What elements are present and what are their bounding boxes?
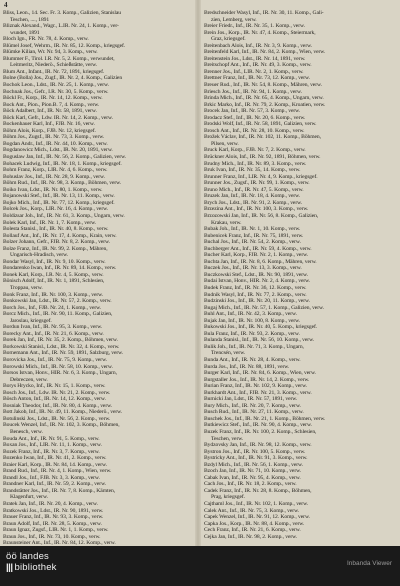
register-entry: Brosch Ant., Inf., IR. Nr. 28, 10. Komp., verw. <box>204 127 305 134</box>
register-entry: Brudny Mich., Inf., IR. Nr. 89, 3. Komp., verw. <box>204 160 307 167</box>
register-entry: Brožek Václav, Inf., IR. Nr. 102, 11. Komp., Böhmen, <box>204 134 321 141</box>
register-entry: Bouda Ant., Inf., IR. Nr. 91, 5. Komp., verw. <box>3 435 100 442</box>
register-entry: Cabak Ivan, Inf., IR. Nr. 95, 4. Komp., verw. <box>204 474 301 481</box>
viewer-label[interactable]: Inbanda Viewer <box>346 560 392 567</box>
register-entry: Brandstätter Jos., Inf., IR. Nr. 7, 8. Komp., Kärnten, <box>3 487 116 494</box>
logo-text-1: öö landes <box>6 551 50 562</box>
register-entry: Bruzek Jan, Inf., IR. Nr. 18, 4. Komp., verw. <box>204 193 301 200</box>
register-entry: Bott Jakob, Inf., IR. Nr. 49, 11. Komp., Niederö., verw. <box>3 409 123 416</box>
register-entry: Borys Hrycko, Inf., IR. Nr. 15, 1. Komp., verw. <box>3 383 106 390</box>
left-column <box>3 10 192 547</box>
register-entry: Burger Karl, Inf., IR. Nr. 84, 6. Komp., Wien, verw. <box>204 370 316 377</box>
register-entry: Burkhardt Ant., Inf., FJB. Nr. 21, 3. Komp., verw. <box>204 389 312 396</box>
register-entry: Bondarenko Iwan, Inf., IR. Nr. 89, 14. Komp., verw. <box>3 265 117 272</box>
register-entry: Busch Rud., Inf., IR. Nr. 27, 11. Komp., verw. <box>204 409 304 416</box>
register-entry: Bukowski Jos., Inf., IR. Nr. 40, 5. Komp., kriegsgef. <box>204 324 318 331</box>
register-entry: Bucher Karl, Korp., FJB. Nr. 2, 1. Komp., verw. <box>204 252 309 259</box>
register-entry: Bruk Ivan, Inf., IR. Nr. 35, 14. Komp., verw. <box>204 167 301 174</box>
entry-continuation: Teschen, verw. <box>211 435 244 442</box>
register-entry: Bolek Karl, Inf., IR. Nr. 1, 7. Komp., verw. <box>3 219 97 226</box>
register-entry: Brinda Mich., Inf., IR. Nr. 65, 4. Komp., Ungarn, verw. <box>204 95 324 102</box>
register-entry: Boiko Ivan, Ldst., IR. Nr. 80, 1. Komp., verw. <box>3 186 103 193</box>
entry-continuation: Trencsén, verw. <box>211 350 246 357</box>
register-entry: Cadek Franz, Inf., IR. Nr. 28, 8. Komp., Böhmen, <box>204 487 312 494</box>
register-entry: Bondar Wasyl, Inf., IR. Nr. 9, 10. Komp., verw. <box>3 258 106 265</box>
register-entry: Blum Ant., Infant., IR. Nr. 72, 1891, kriegsgef. <box>3 68 105 75</box>
register-entry: Bockenhauer Karl, Inf., FJB. Nr. 16, verw. <box>3 121 95 128</box>
register-entry: Bojko Mich., Inf., IR. Nr. 77, 12. Komp., kriegsgef. <box>3 199 115 206</box>
register-entry: Bulik Joh., Inf., IR. Nr. 71, 3. Komp., Ungarn, <box>204 343 304 350</box>
right-column <box>204 10 396 542</box>
register-entry: Bohacek Ludwig, Inf., IR. Nr. 18, 1. Komp., kriegsgef. <box>3 160 122 167</box>
register-entry: Borkowski Stanisl., Ldst., IR. Nr. 32, 4. Komp., verw. <box>3 343 120 350</box>
register-entry: Brandl Jos., Inf., FJB. Nr. 3, 3. Komp., verw. <box>3 474 100 481</box>
register-entry: Bordun Ivan, Inf., IR. Nr. 95, 3. Komp., verw. <box>3 324 103 331</box>
entry-continuation: Teschen, ...., 1891 <box>10 16 50 23</box>
register-entry: Bolzer Johann, Gefr., FJB. Nr. 8, 2. Komp., verw. <box>3 239 110 246</box>
register-entry: Buchal Jos., Inf., IR. Nr. 54, 2. Komp., verw. <box>204 239 301 246</box>
entry-continuation: Debreczen, verw. <box>10 376 48 383</box>
register-entry: Brandner Karl, Inf., IR. Nr. 59, 2. Komp., verw. <box>3 481 106 488</box>
register-entry: Bliznak Alexand., Wagr., L.IR. Nr. 24, 1. Komp., ver- <box>3 23 119 30</box>
register-entry: Cajthaml Jos., Inf., IR. Nr. 102, 1. Komp., verw. <box>204 501 309 508</box>
entry-continuation: Klagenfurt, verw. <box>10 494 48 501</box>
register-entry: Bzoch Jan, Inf., IR. Nr. 71, 10. Komp., verw. <box>204 468 302 475</box>
register-entry: Borsos Istvan, Honv., HIR. Nr. 6, 3. Komp., Ungarn, <box>3 370 117 377</box>
register-entry: Borch Jos., Inf., FJB. Nr. 24, 1. Komp., verw. <box>3 304 102 311</box>
entry-continuation: Leitmeritz, Niederö., Schießstätte, verw. <box>10 62 98 69</box>
register-entry: Blummer F., Tirol. I.R. Nr. 5, 2. Komp., verwundet, <box>3 55 115 62</box>
entry-continuation: Benesch, verw. <box>10 429 43 435</box>
entry-continuation: Troppau, verw. <box>10 284 43 291</box>
library-logo[interactable] <box>6 551 86 581</box>
register-entry: Brauer Franz, Inf., IR. Nr. 93, 3. Komp., verw. <box>3 514 104 521</box>
register-entry: Breitenstein Jos., Ldst., IR. Nr. 14, 1891, verw. <box>204 55 306 62</box>
register-entry: Brand Rud., Inf., IR. Nr. 4, 1. Komp., Wien, verw. <box>3 468 112 475</box>
entry-continuation: Prag, kriegsgef. <box>211 494 245 501</box>
register-entry: Borecky Ant., Inf., IR. Nr. 21, 6. Komp., verw. <box>3 330 104 337</box>
register-entry: Bubak Joh., Inf., IR. Nr. 1, 10. Komp., verw. <box>204 226 301 233</box>
register-entry: Boxan Jos., Inf., LIR. Nr. 11, 1. Komp., verw. <box>3 442 102 449</box>
register-entry: Bruno Mich., Inf., IR. Nr. 47, 5. Komp., verw. <box>204 186 304 193</box>
register-entry: Bury Mich., Inf., IR. Nr. 20, 7. Komp., verw. <box>204 402 301 409</box>
register-entry: Breitenfeld Karl, Inf., IR. Nr. 84, 2. Komp., Wien, verw. <box>204 49 326 56</box>
register-entry: Botulinski Jos., Ldst., IR. Nr. 56, 2. Komp., verw. <box>3 415 111 422</box>
register-entry: Bredschneider Wasyl, Inf., IR. Nr. 30, 11. Komp., Gali- <box>204 10 324 16</box>
register-entry: Borek Jan, Inf., IR. Nr. 35, 2. Komp., Böhmen, verw. <box>3 337 118 344</box>
register-entry: Bratkowski Jos., Ldst., IR. Nr. 90, 1891, verw. <box>3 507 104 514</box>
register-entry: Böckl Fr., Korp., IR. Nr. 14, 12. Komp., verw. <box>3 95 103 102</box>
register-entry: Budek Franz, Inf., IR. Nr. 36, 12. Komp., verw. <box>204 284 307 291</box>
register-entry: Breier Friedr., Inf., IR. Nr. 35, 1. Komp., verw. <box>204 23 305 30</box>
register-entry: Bolze Franz, Inf., IR. Nr. 99, 2. Komp., Mähren, <box>3 245 108 252</box>
register-entry: Budzinski Jos., Inf., IR. Nr. 20, 11. Komp., verw. <box>204 298 310 305</box>
logo-line-2 <box>6 562 86 573</box>
register-entry: Brzezina Ant., Inf., IR. Nr. 100, 3. Komp., verw. <box>204 206 309 213</box>
register-entry: Bugaj Mich., Inf., IR. Nr. 57, 1. Komp., Galizien, verw. <box>204 304 324 311</box>
register-entry: Brenner Jos., Inf., LIR. Nr. 2, 1. Komp., verw. <box>204 68 304 75</box>
register-entry: Brunner Franz, Inf., LIR. Nr. 4, 9. Komp., kriegsgef. <box>204 173 318 180</box>
register-entry: Bula Franz, Inf., IR. Nr. 93, 2. Komp., verw. <box>204 330 300 337</box>
register-entry: Buzek Franz, Inf., IR. Nr. 100, 2. Komp., Schlesien, <box>204 429 317 435</box>
entry-continuation: Ungarisch-Hradisch, verw. <box>10 252 69 259</box>
register-entry: Buczkowski Stef., Ldst., IR. Nr. 90, 1891, verw. <box>204 271 308 278</box>
register-entry: Bydzovsky Jan, Inf., IR. Nr. 98, 12. Komp., verw. <box>204 442 312 449</box>
register-entry: Bochnak Jos., Gefr., I.R. Nr. 30, 5. Komp., verw. <box>3 88 109 95</box>
register-entry: Buhl Ant., Inf., IR. Nr. 42, 3. Komp., verw. <box>204 311 297 318</box>
register-entry: Böhm Jos., Zugsf., IR. Nr. 73, 3. Komp., verw. <box>3 134 105 141</box>
register-entry: Bolesta Stanisl., Inf., IR. Nr. 40, 8. Komp., verw. <box>3 226 109 233</box>
page-number: 4 <box>4 1 8 9</box>
register-entry: Breitenbach Alois, Inf., IR. Nr. 3, 9. Komp., verw. <box>204 42 313 49</box>
register-entry: Böck Adalbert, Inf., IR. Nr. 58, 1891, verw. <box>3 108 97 115</box>
register-entry: Brunner Jos., Zugsf., IR. Nr. 99, 1. Komp., verw. <box>204 180 310 187</box>
register-entry: Braier Karl, Korp., IR. Nr. 84, 14. Komp., verw. <box>3 461 107 468</box>
register-entry: Braun Jos., Inf., IR. Nr. 73, 10. Komp., verw. <box>3 533 101 540</box>
register-entry: Burian Franz, Inf., IR. Nr. 102, 9. Komp., verw. <box>204 383 307 390</box>
entry-continuation: wundet, 1891 <box>10 29 40 36</box>
register-entry: Brodacz Stef., Inf., IR. Nr. 20, 6. Komp., verw. <box>204 114 306 121</box>
register-entry: Böhm Alois, Korp., FJB. Nr. 12, kriegsgef. <box>3 127 96 134</box>
register-entry: Bohm Franz, Korp., LIR. Nr. 4, 6. Komp., verw. <box>3 167 108 174</box>
register-entry: Böck Karl, Gefr., Ldw. IR. Nr. 14, 2. Komp., verw. <box>3 114 113 121</box>
register-entry: Bogdan Andr., Inf., IR. Nr. 44, 10. Komp., verw. <box>3 140 108 147</box>
register-entry: Bonk Franz, Inf., IR. Nr. 100, 3. Komp., verw. <box>3 291 104 298</box>
register-entry: Bock Ant., Pion., Pion.B. 7, 4. Komp., verw. <box>3 101 100 108</box>
register-entry: Borovicka Jos., Inf., IR. Nr. 75, 9. Komp., verw. <box>3 356 108 363</box>
register-entry: Boldizsar Joh., Inf., IR. Nr. 61, 3. Komp., Ungarn, verw. <box>3 212 125 219</box>
entry-continuation: Graz, kriegsgef. <box>211 36 246 43</box>
register-entry: Bohuslav Jos., Inf., IR. Nr. 28, 9. Komp., verw. <box>3 173 105 180</box>
register-entry: Blümel Josef, Wehrm., IR. Nr. 85, 12. Komp., kriegsgef. <box>3 42 126 49</box>
register-entry: Briesch Jos., Inf., IR. Nr. 94, 1. Komp., verw. <box>204 88 302 95</box>
register-entry: Bojanowski Stef., Inf., IR. Nr. 13, 11. Komp., verw. <box>3 193 115 200</box>
register-entry: Bruck Karl, Korp., FJB. Nr. 7, 2. Komp., verw. <box>204 147 306 154</box>
register-entry: Cach Jos., Inf., IR. Nr. 18, 2. Komp., verw. <box>204 481 297 488</box>
register-entry: Buchberger Ant., Inf., IR. Nr. 59, 4. Komp., verw. <box>204 245 312 252</box>
register-entry: Bunda Ant., Inf., IR. Nr. 28, 4. Komp., verw. <box>204 356 301 363</box>
register-entry: Calek Ant., Inf., IR. Nr. 75, 3. Komp., verw. <box>204 507 300 514</box>
register-entry: Bliss, Leon., 14. Sec. Fr. 3. Komp., Galizien, Stanislau <box>3 10 121 16</box>
register-entry: Bulanda Stanisl., Inf., IR. Nr. 56, 10. Komp., verw. <box>204 337 314 344</box>
register-entry: Brkic Marko, Inf., IR. Nr. 79, 2. Komp., Kroatien, verw. <box>204 101 326 108</box>
register-entry: Bystricky Ant., Inf., IR. Nr. 91, 3. Komp., verw. <box>204 455 308 462</box>
register-entry: Bönisch Adolf, Inf., IR. Nr. 1, 1891, Schlesien, <box>3 278 105 285</box>
register-entry: Bogdanowicz Mich., Ldst., IR. Nr. 20, 1891, verw. <box>3 147 113 154</box>
register-entry: Bystron Jos., Inf., IR. Nr. 100, 5. Komp., verw. <box>204 448 306 455</box>
register-entry: Bubenicek Franz, Inf., IR. Nr. 75, 1891, verw. <box>204 232 304 239</box>
register-entry: Bonek Karl, Korp., I.R. Nr. 4, 5. Komp., verw. <box>3 271 104 278</box>
register-entry: Brodski Wolf, Inf., IR. Nr. 58, 1891, Galizien, verw. <box>204 121 317 128</box>
logo-text-2: bibliothek <box>14 562 57 573</box>
register-entry: Brettner Franz, Inf., IR. Nr. 73, 12. Komp., verw. <box>204 75 310 82</box>
register-entry: Bochok Leon., Ldst., IR. Nr. 25, 1. Komp., verw. <box>3 82 109 89</box>
register-entry: Bolcek Jos., Korp., LIR. Nr. 16, 4. Komp., verw. <box>3 206 109 213</box>
register-entry: Boucek Wenzel, Inf., IR. Nr. 102, 3. Komp., Böhmen, <box>3 422 120 429</box>
register-entry: Bollauf Ant., Inf., IR. Nr. 17, 4. Komp., Krain, verw. <box>3 232 117 239</box>
entry-continuation: Krakau, verw. <box>211 219 242 226</box>
register-entry: Blümke Kilian, Wr. Nr. 94, 3. Komp., verw. <box>3 49 98 56</box>
logo-line-1 <box>6 551 86 562</box>
register-entry: Brzozowski Jan, Inf., IR. Nr. 56, 8. Komp., Galizien, <box>204 212 319 219</box>
register-entry: Bozenko Iwan, Inf., IR. Nr. 41, 2. Komp., verw. <box>3 455 107 462</box>
register-entry: Bolne (Bolla) Jos., Zugf., IR. Nr. 2, 4. Komp., Galizien <box>3 75 123 82</box>
page-gutter <box>195 0 201 546</box>
register-entry: Breitschopf Ant., Inf., IR. Nr. 49, 3. Komp., verw. <box>204 62 312 69</box>
register-entry: Butkiewicz Stef., Inf., IR. Nr. 90, 4. Komp., verw. <box>204 422 312 429</box>
register-entry: Budai Istvan, Honv., HIR. Nr. 2, 4. Komp., verw. <box>204 278 311 285</box>
register-entry: Bonkowski Jan, Ldst., IR. Nr. 57, 2. Komp., verw. <box>3 298 112 305</box>
entry-continuation: Jaroslau, kriegsgef. <box>10 317 52 324</box>
register-entry: Brein Jos., Korp., IR. Nr. 47, 4. Komp., Steiermark, <box>204 29 316 36</box>
register-entry: Burgstaller Jos., Inf., IR. Nr. 14, 2. Komp., verw. <box>204 376 310 383</box>
register-entry: Buschek Jos., Inf., IR. Nr. 21, 1. Komp., Böhmen, verw. <box>204 415 326 422</box>
register-entry: Braun Adolf, Inf., IR. Nr. 28, 5. Komp., verw. <box>3 520 102 527</box>
register-entry: Bösch Anton, Inf., IR. Nr. 14, 12. Komp., verw. <box>3 396 106 403</box>
register-entry: Borowski Mich., Inf., IR. Nr. 58, 10. Komp., verw. <box>3 363 113 370</box>
register-entry: Brückner Alois, Inf., IR. Nr. 92, 1891, Böhmen, verw. <box>204 154 321 161</box>
register-entry: Böhm Rud., Inf., IR. Nr. 98, 3. Komp., Böhmen, verw. <box>3 180 122 187</box>
register-entry: Bratek Jan, Inf., IR. Nr. 20, 4. Komp., verw. <box>3 501 98 508</box>
register-entry: Brocek Jan, Inf., IR. Nr. 57, 3. Komp., verw. <box>204 108 301 115</box>
register-entry: Budnik Wasyl, Inf., IR. Nr. 77, 2. Komp., verw. <box>204 291 307 298</box>
register-entry: Bujak Jan, Inf., IR. Nr. 100, 8. Komp., verw. <box>204 317 301 324</box>
register-entry: Cejka Jan, Inf., IR. Nr. 98, 2. Komp., verw. <box>204 533 298 540</box>
register-entry: Capka Jos., Korp., IR. Nr. 88, 4. Komp., verw. <box>204 520 305 527</box>
register-entry: Bornemann Ant., Inf., IR. Nr. 59, 1891, Salzburg, verw. <box>3 350 124 357</box>
register-entry: Bosch Jos., Inf., Ldw. IR. Nr. 21, 2. Komp., verw. <box>3 389 111 396</box>
register-entry: Burnicki Jan, Ldst., IR. Nr. 57, 1891, verw. <box>204 396 298 403</box>
register-entry: Borcz Mich., Inf., IR. Nr. 90, 11. Komp., Galizien, <box>3 311 113 318</box>
register-entry: Bosniak Theodor, Inf., IR. Nr. 80, 4. Komp., verw. <box>3 402 113 409</box>
register-entry: Bozek Franz, Inf., IR. Nr. 3, 7. Komp., verw. <box>3 448 100 455</box>
entry-continuation: Pilsen, verw. <box>211 140 239 147</box>
register-entry: Burda Jos., Inf., IR. Nr. 88, 1891, verw. <box>204 363 290 370</box>
register-entry: Cech Franz, Inf., IR. Nr. 21, 6. Komp., verw. <box>204 527 301 534</box>
register-entry: Buchta Jan, Inf., IR. Nr. 8, 6. Komp., Mähren, verw. <box>204 258 317 265</box>
register-entry: Bloch Ign., FR. Nr. 78, 4. Komp., verw. <box>3 36 89 43</box>
register-entry: Braun Ignaz, Zugsf., LIR. Nr. 1, 1. Komp., verw. <box>3 527 109 534</box>
register-entry: Bzdyl Mich., Inf., IR. Nr. 56, 1. Komp., verw. <box>204 461 303 468</box>
register-entry: Capek Wenzel, Inf., IR. Nr. 91, 12. Komp., verw. <box>204 514 310 521</box>
register-entry: Breuer Rud., Inf., IR. Nr. 54, 8. Komp., Mähren, verw. <box>204 82 322 89</box>
register-entry: Braunsteiner Ant., Inf., IR. Nr. 84, 12. Komp., verw. <box>3 540 116 547</box>
entry-continuation: zien, Lemberg, verw. <box>211 16 257 23</box>
register-entry: Boguslaw Jan, Inf., IR. Nr. 56, 2. Komp., Galizien, verw. <box>3 154 127 161</box>
logo-bars-icon: ||| <box>6 562 13 573</box>
register-entry: Brych Jos., Ldst., IR. Nr. 91, 2. Komp., verw. <box>204 199 303 206</box>
register-entry: Buczek Jos., Inf., IR. Nr. 13, 3. Komp., verw. <box>204 265 302 272</box>
